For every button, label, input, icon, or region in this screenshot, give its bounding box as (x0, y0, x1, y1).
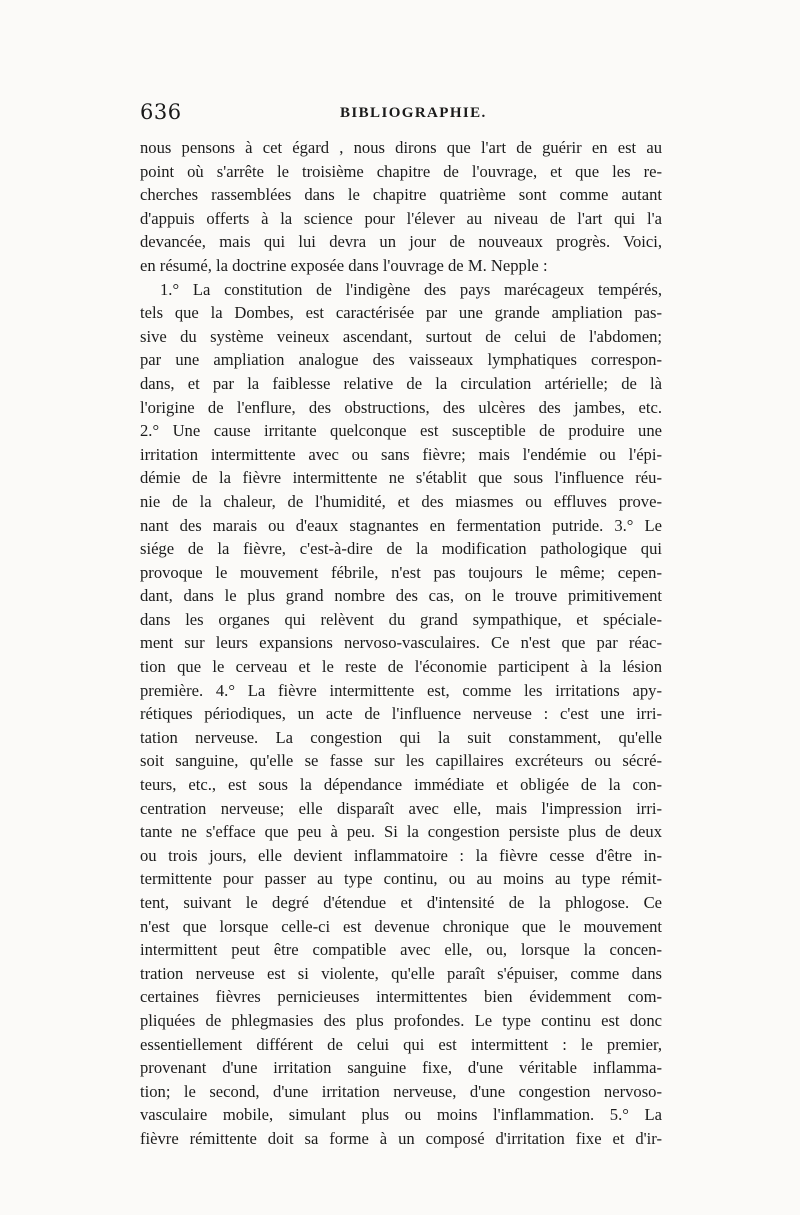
text-line: intermittent peut être compatible avec elle, ou, lorsque la concen- (140, 940, 662, 960)
text-line: dant, dans le plus grand nombre des cas, on le trouve primitivement (140, 586, 662, 606)
text-line: tante ne s'efface que peu à peu. Si la congestion persiste plus de deux (140, 822, 662, 842)
text-line: 2.° Une cause irritante quelconque est susceptible de produire une (140, 421, 662, 441)
text-line: irritation intermittente avec ou sans fièvre; mais l'endémie ou l'épi- (140, 444, 662, 464)
text-line: teurs, etc., est sous la dépendance immédiate et obligée de la con- (140, 775, 662, 795)
text-line: par une ampliation analogue des vaisseaux lymphatiques correspon- (140, 350, 662, 370)
text-line: 1.° La constitution de l'indigène des pays marécageux tempérés, (160, 279, 662, 299)
text-line: sive du système veineux ascendant, surtout de celui de l'abdomen; (140, 326, 662, 346)
text-line: dans, et par la faiblesse relative de la circulation artérielle; de là (140, 373, 662, 393)
text-line: démie de la fièvre intermittente ne s'établit que sous l'influence réu- (140, 468, 662, 488)
text-line: ment sur leurs expansions nervoso-vasculaires. Ce n'est que par réac- (140, 633, 662, 653)
page-header (140, 100, 665, 132)
text-line: n'est que lorsque celle-ci est devenue chronique que le mouvement (140, 916, 662, 936)
text-line: provenant d'une irritation sanguine fixe, d'une véritable inflamma- (140, 1058, 662, 1078)
text-line: tation nerveuse. La congestion qui la suit constamment, qu'elle (140, 727, 662, 747)
text-line: fièvre rémittente doit sa forme à un composé d'irritation fixe et d'ir- (140, 1128, 662, 1148)
text-line: en résumé, la doctrine exposée dans l'ouvrage de M. Nepple : (140, 255, 548, 275)
text-line: dans les organes qui relèvent du grand sympathique, et spéciale- (140, 609, 662, 629)
page-number: 636 (140, 100, 182, 124)
text-line: tion; le second, d'une irritation nerveuse, d'une congestion nervoso- (140, 1081, 662, 1101)
text-line: tent, suivant le degré d'étendue et d'intensité de la phlogose. Ce (140, 893, 662, 912)
text-line: nie de la chaleur, de l'humidité, et des miasmes ou effluves prove- (140, 491, 662, 511)
text-line: point où s'arrête le troisième chapitre de l'ouvrage, et que les re- (140, 161, 662, 181)
text-line: tels que la Dombes, est caractérisée par une grande ampliation pas- (140, 303, 662, 323)
text-line: tion que le cerveau et le reste de l'économie participent à la lésion (140, 657, 662, 677)
text-line: termittente pour passer au type continu, ou au moins au type rémit- (140, 869, 662, 889)
text-line: vasculaire mobile, simulant plus ou moins l'inflammation. 5.° La (140, 1105, 662, 1125)
text-line: soit sanguine, qu'elle se fasse sur les capillaires excréteurs ou sécré- (140, 751, 662, 771)
text-line: cherches rassemblées dans le chapitre quatrième sont comme autant (140, 185, 662, 205)
text-line: centration nerveuse; elle disparaît avec elle, mais l'impression irri- (140, 798, 662, 818)
text-line: nous pensons à cet égard , nous dirons que l'art de guérir en est au (140, 138, 662, 157)
text-line: essentiellement différent de celui qui est intermittent : le premier, (140, 1034, 662, 1054)
text-line: certaines fièvres pernicieuses intermittentes bien évidemment com- (140, 987, 662, 1007)
running-head: BIBLIOGRAPHIE. (340, 105, 487, 121)
text-line: siége de la fièvre, c'est-à-dire de la modification pathologique qui (140, 539, 662, 559)
text-line: première. 4.° La fièvre intermittente est, comme les irritations apy- (140, 680, 662, 700)
text-line: provoque le mouvement fébrile, n'est pas toujours le même; cepen- (140, 562, 662, 582)
text-line: pliquées de phlegmasies des plus profondes. Le type continu est donc (140, 1010, 662, 1030)
text-line: tration nerveuse est si violente, qu'elle paraît s'épuiser, comme dans (140, 963, 662, 983)
body-text (140, 136, 662, 1151)
text-line: rétiques périodiques, un acte de l'influence nerveuse : c'est une irri- (140, 704, 662, 724)
text-line: ou trois jours, elle devient inflammatoire : la fièvre cesse d'être in- (140, 845, 662, 865)
text-line: l'origine de l'enflure, des obstructions, des ulcères des jambes, etc. (140, 397, 662, 417)
text-line: devancée, mais qui lui devra un jour de nouveaux progrès. Voici, (140, 232, 662, 252)
text-line: nant des marais ou d'eaux stagnantes en fermentation putride. 3.° Le (140, 515, 662, 535)
text-line: d'appuis offerts à la science pour l'élever au niveau de l'art qui l'a (140, 208, 662, 228)
